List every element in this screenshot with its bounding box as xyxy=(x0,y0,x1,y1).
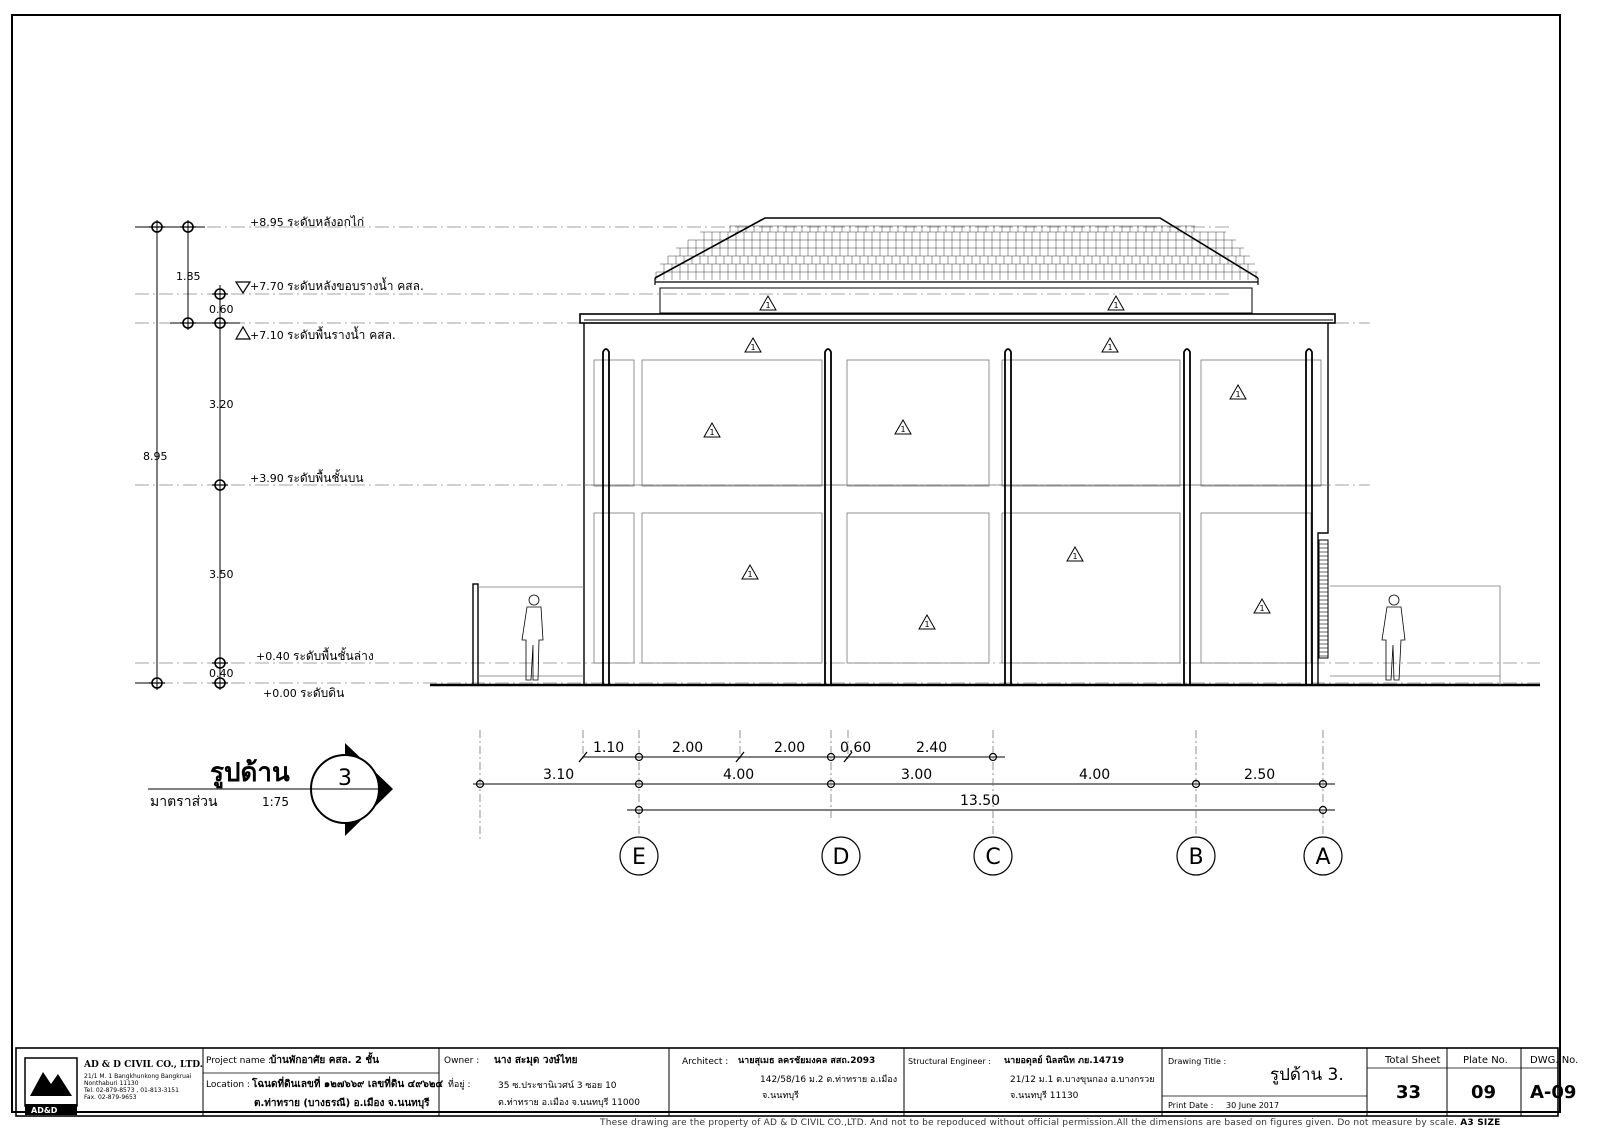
print-date-value: 30 June 2017 xyxy=(1226,1101,1280,1110)
level-7-10-desc: ระดับพื้นรางน้ำ คสล. xyxy=(287,328,396,342)
level-7-70-desc: ระดับหลังขอบรางน้ำ คสล. xyxy=(287,279,424,293)
engineer-name: นายอดุลย์ นิลสนิท ภย.14719 xyxy=(1004,1056,1124,1066)
revision-triangle-icon xyxy=(1230,385,1246,399)
drawing-title-value: รูปด้าน 3. xyxy=(1270,1065,1344,1085)
revision-triangle-icon xyxy=(760,296,776,310)
architect-address-1: 142/58/16 ม.2 ต.ท่าทราย อ.เมือง xyxy=(760,1075,898,1085)
dwg-no-value: A-09 xyxy=(1530,1082,1577,1103)
revision-number: 1 xyxy=(924,620,930,629)
revision-triangle-icon xyxy=(895,420,911,434)
company-address-1: 21/1 M. 1 Bangkhunkong Bangkruai xyxy=(84,1073,192,1080)
level-0-40-desc: ระดับพื้นชั้นล่าง xyxy=(293,649,374,663)
revision-number: 1 xyxy=(1259,604,1265,613)
revision-triangle-icon xyxy=(1254,599,1270,613)
vdim-1-85: 1.85 xyxy=(176,270,201,283)
dwg-no-label: DWG. No. xyxy=(1530,1055,1579,1066)
level-3-90-value: +3.90 xyxy=(250,472,284,485)
plate-no-value: 09 xyxy=(1471,1082,1497,1103)
building-elevation xyxy=(430,218,1540,685)
company-tel: Tel. 02-879-8573 , 01-813-3151 xyxy=(84,1087,179,1094)
dim-row2-2: 4.00 xyxy=(723,767,755,783)
disclaimer-text: These drawing are the property of AD & D CIVIL CO.,LTD. And not to be repoduced without official permission.All the dimensions are based on figures given. Do not measure by scale. xyxy=(600,1118,1458,1128)
revision-triangle-icon xyxy=(742,565,758,579)
level-marker-down-triangle xyxy=(236,282,250,293)
revision-triangle-icon xyxy=(1108,296,1124,310)
grid-label-b: B xyxy=(1188,845,1204,870)
level-marker-up-triangle xyxy=(236,327,250,339)
stair-hatch xyxy=(1319,544,1328,656)
dim-row1-2: 2.00 xyxy=(672,740,704,756)
level-0-40-value: +0.40 xyxy=(256,650,290,663)
revision-triangle-icon xyxy=(1102,338,1118,352)
vdim-0-60: 0.60 xyxy=(209,303,234,316)
level-3-90-desc: ระดับพื้นชั้นบน xyxy=(287,471,364,485)
revision-triangle-icon xyxy=(1067,547,1083,561)
revision-number: 1 xyxy=(747,570,753,579)
architect-label: Architect : xyxy=(682,1057,729,1067)
plate-no-label: Plate No. xyxy=(1463,1055,1508,1066)
vdim-3-50: 3.50 xyxy=(209,568,234,581)
engineer-label: Structural Engineer : xyxy=(908,1057,992,1066)
location-line-2: ต.ท่าทราย (บางธรณี) อ.เมือง จ.นนทบุรี xyxy=(254,1098,430,1109)
grid-label-c: C xyxy=(985,845,1001,870)
sheet-size: A3 SIZE xyxy=(1460,1118,1501,1128)
company-name: AD & D CIVIL CO., LTD. xyxy=(84,1060,203,1070)
engineer-address-2: จ.นนทบุรี 11130 xyxy=(1010,1091,1079,1101)
roof-tile-hatch xyxy=(656,226,1258,272)
grid-label-d: D xyxy=(832,845,850,870)
level-7-70-value: +7.70 xyxy=(250,280,284,293)
level-0-00-desc: ระดับดิน xyxy=(300,686,345,700)
vdim-8-95: 8.95 xyxy=(143,450,168,463)
owner-address-1: 35 ซ.ประชานิเวศน์ 3 ซอย 10 xyxy=(498,1081,617,1091)
logo-text: AD&D xyxy=(31,1106,58,1115)
dim-row2-5: 2.50 xyxy=(1244,767,1276,783)
dim-row2-4: 4.00 xyxy=(1079,767,1111,783)
print-date-label: Print Date : xyxy=(1168,1101,1214,1110)
drawing-title-label: Drawing Title : xyxy=(1168,1057,1227,1066)
revision-marks xyxy=(704,296,1270,629)
revision-number: 1 xyxy=(1072,552,1078,561)
revision-number: 1 xyxy=(1107,343,1113,352)
revision-triangle-icon xyxy=(919,615,935,629)
location-line-1: โฉนดที่ดินเลขที่ ๑๒๗๖๖๙ เลขที่ดิน ๔๙๖๒๔ xyxy=(252,1079,444,1090)
revision-number: 1 xyxy=(750,343,756,352)
company-address-2: Nonthaburi 11130 xyxy=(84,1080,139,1087)
owner-address-label: ที่อยู่ : xyxy=(448,1080,471,1090)
grid-bubbles xyxy=(620,837,1342,875)
company-fax: Fax. 02-879-9653 xyxy=(84,1094,137,1101)
level-8-95-desc: ระดับหลังอกไก่ xyxy=(287,215,365,229)
disclaimer-line xyxy=(600,1118,1501,1128)
architect-address-2: จ.นนทบุรี xyxy=(762,1091,799,1101)
dim-row1-1: 1.10 xyxy=(593,740,625,756)
scale-label: มาตราส่วน xyxy=(150,794,218,810)
dim-total: 13.50 xyxy=(960,793,1001,809)
revision-number: 1 xyxy=(1113,301,1119,310)
revision-number: 1 xyxy=(1235,390,1241,399)
level-0-00-value: +0.00 xyxy=(263,687,297,700)
owner-name: นาง สะมุด วงษ์ไทย xyxy=(494,1055,578,1066)
scale-value: 1:75 xyxy=(262,795,289,809)
vdim-3-20: 3.20 xyxy=(209,398,234,411)
human-figure-left xyxy=(522,595,543,680)
location-label: Location : xyxy=(206,1080,250,1090)
level-lines xyxy=(135,227,1540,683)
total-sheet-value: 33 xyxy=(1396,1082,1422,1103)
vdim-0-40: 0.40 xyxy=(209,667,234,680)
revision-triangle-icon xyxy=(704,423,720,437)
dim-row1-4: 0.60 xyxy=(840,740,872,756)
engineer-address-1: 21/12 ม.1 ต.บางขุนกอง อ.บางกรวย xyxy=(1010,1075,1155,1085)
revision-number: 1 xyxy=(765,301,771,310)
drawing-title: รูปด้าน xyxy=(210,758,290,788)
revision-triangle-icon xyxy=(745,338,761,352)
level-8-95-value: +8.95 xyxy=(250,216,284,229)
revision-number: 1 xyxy=(709,428,715,437)
dim-row1-5: 2.40 xyxy=(916,740,948,756)
dim-row1-3: 2.00 xyxy=(774,740,806,756)
level-7-10-value: +7.10 xyxy=(250,329,284,342)
project-name: บ้านพักอาศัย คสล. 2 ชั้น xyxy=(270,1055,380,1066)
project-label: Project name : xyxy=(206,1056,272,1066)
section-marker-number: 3 xyxy=(338,766,352,791)
grid-label-a: A xyxy=(1315,845,1331,870)
revision-number: 1 xyxy=(900,425,906,434)
grid-label-e: E xyxy=(632,845,646,870)
architect-name: นายสุเมธ ลครชัยมงคล สสถ.2093 xyxy=(738,1056,876,1066)
total-sheet-label: Total Sheet xyxy=(1385,1055,1441,1066)
horizontal-dimension-lines xyxy=(473,757,1335,810)
human-figure-right xyxy=(1382,595,1405,680)
dim-row2-3: 3.00 xyxy=(901,767,933,783)
owner-label: Owner : xyxy=(444,1056,480,1066)
dim-row2-1: 3.10 xyxy=(543,767,575,783)
owner-address-2: ต.ท่าทราย อ.เมือง จ.นนทบุรี 11000 xyxy=(498,1098,640,1108)
